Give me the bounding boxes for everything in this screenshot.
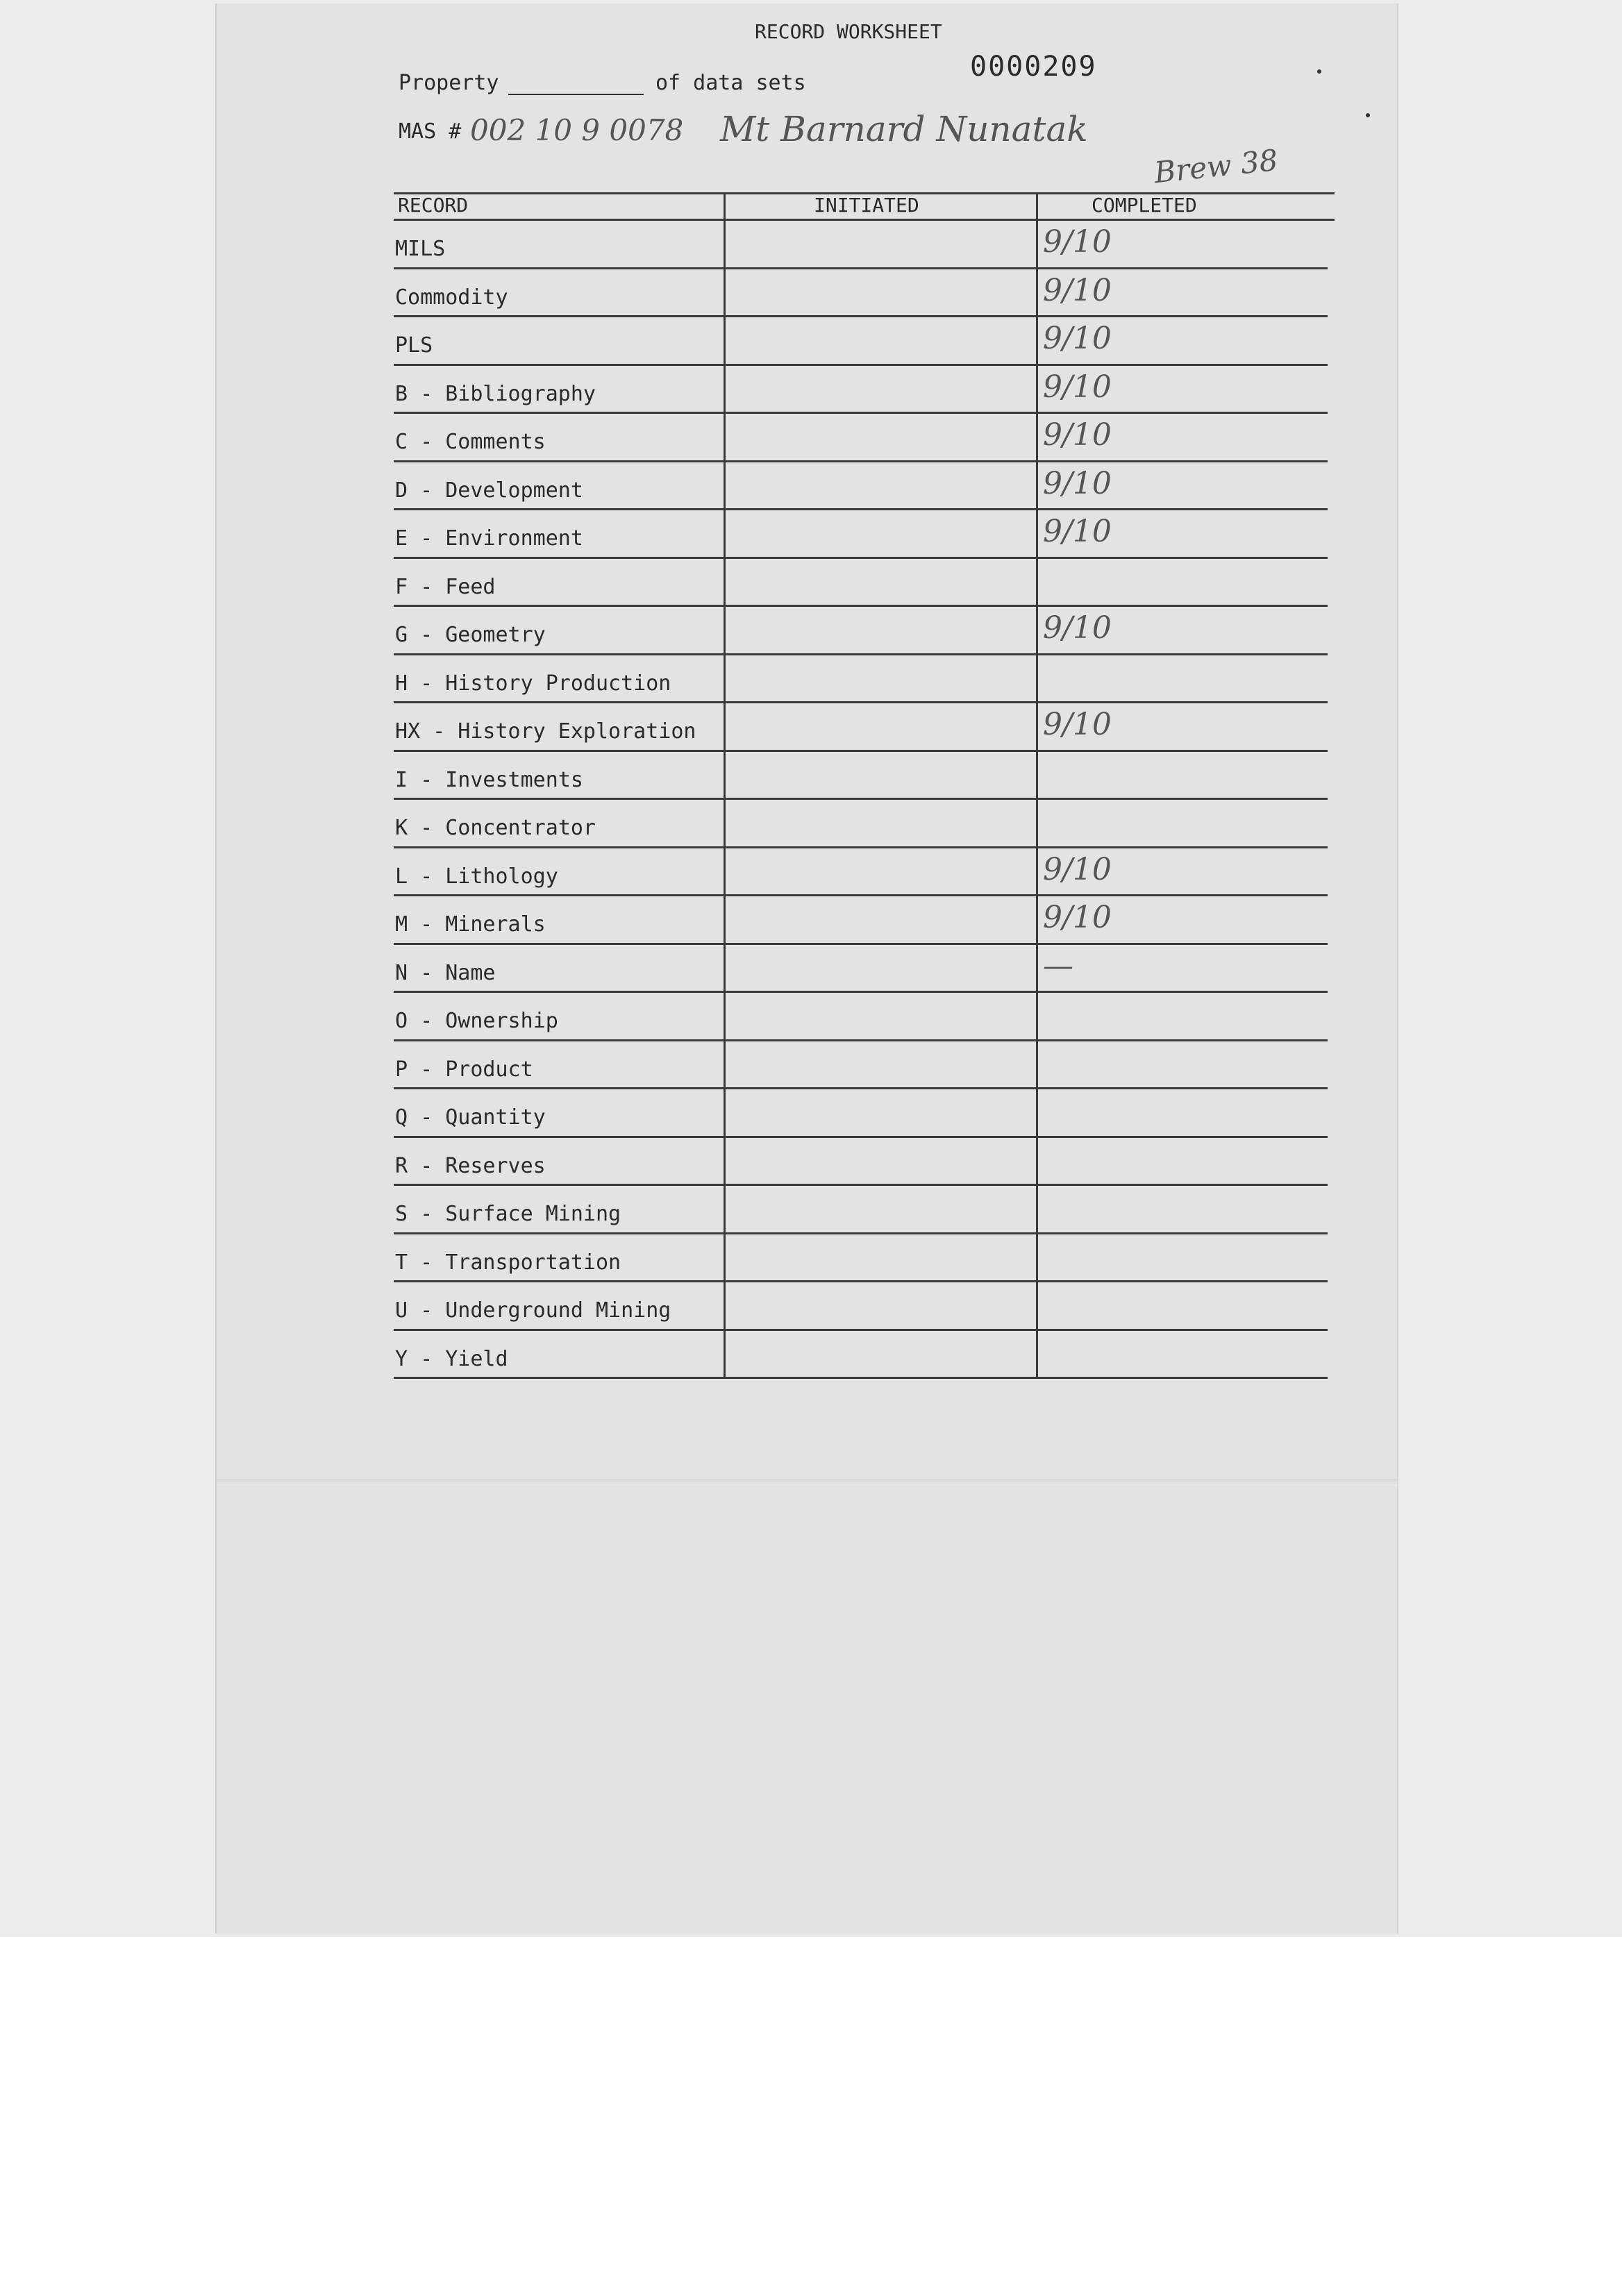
paper-fold xyxy=(217,1479,1397,1486)
of-data-sets-label: of data sets xyxy=(655,71,806,95)
row-rule xyxy=(394,750,1328,752)
column-header-record: RECORD xyxy=(398,194,469,217)
record-label: E - Environment xyxy=(395,526,583,551)
record-label: M - Minerals xyxy=(395,912,546,937)
completed-cell: 9/10 xyxy=(1043,610,1112,646)
record-label: N - Name xyxy=(395,960,496,985)
row-rule xyxy=(394,846,1328,848)
form-title: RECORD WORKSHEET xyxy=(755,20,942,43)
completed-cell: 9/10 xyxy=(1043,465,1112,501)
record-label: Commodity xyxy=(395,285,508,310)
completed-cell: 9/10 xyxy=(1043,514,1112,549)
completed-cell: 9/10 xyxy=(1043,900,1112,935)
completed-cell: 9/10 xyxy=(1043,224,1112,260)
speck xyxy=(1317,69,1321,74)
property-label: Property xyxy=(399,71,499,95)
row-rule xyxy=(394,557,1328,559)
row-rule xyxy=(394,1039,1328,1041)
record-label: P - Product xyxy=(395,1057,533,1082)
mas-number: 002 10 9 0078 xyxy=(470,113,684,147)
record-label: HX - History Exploration xyxy=(395,719,696,744)
completed-cell: 9/10 xyxy=(1043,707,1112,742)
row-rule xyxy=(394,894,1328,896)
completed-cell: 9/10 xyxy=(1043,321,1112,356)
mas-label: MAS # xyxy=(399,119,462,144)
property-blank xyxy=(508,94,644,95)
completed-cell: 9/10 xyxy=(1043,851,1112,887)
record-label: Q - Quantity xyxy=(395,1105,546,1130)
record-label: D - Development xyxy=(395,478,583,503)
column-divider xyxy=(1036,192,1038,1377)
record-label: U - Underground Mining xyxy=(395,1298,671,1323)
row-rule xyxy=(394,991,1328,993)
row-rule xyxy=(394,1377,1328,1379)
record-label: T - Transportation xyxy=(395,1250,621,1275)
row-rule xyxy=(394,267,1328,269)
row-rule xyxy=(394,315,1328,317)
row-rule xyxy=(394,701,1328,703)
row-rule xyxy=(394,1329,1328,1331)
column-header-initiated: INITIATED xyxy=(814,194,919,217)
completed-cell: 9/10 xyxy=(1043,272,1112,308)
record-label: MILS xyxy=(395,237,446,261)
row-rule xyxy=(394,412,1328,414)
reference-note: Brew 38 xyxy=(1152,142,1280,190)
completed-cell: — xyxy=(1043,948,1073,984)
worksheet-sheet xyxy=(215,3,1398,1934)
record-label: S - Surface Mining xyxy=(395,1202,621,1226)
header-bottom-line xyxy=(394,219,1335,221)
record-label: B - Bibliography xyxy=(395,381,596,406)
property-name: Mt Barnard Nunatak xyxy=(720,109,1088,149)
row-rule xyxy=(394,364,1328,366)
column-header-completed: COMPLETED xyxy=(1092,194,1197,217)
row-rule xyxy=(394,1136,1328,1138)
row-rule xyxy=(394,605,1328,607)
row-rule xyxy=(394,460,1328,462)
column-divider xyxy=(724,192,726,1377)
record-label: K - Concentrator xyxy=(395,816,596,840)
record-label: F - Feed xyxy=(395,574,496,599)
record-label: O - Ownership xyxy=(395,1009,558,1033)
record-label: I - Investments xyxy=(395,767,583,792)
row-rule xyxy=(394,653,1328,655)
document-number: 0000209 xyxy=(970,51,1097,83)
record-label: R - Reserves xyxy=(395,1153,546,1178)
record-label: H - History Production xyxy=(395,671,671,696)
record-label: L - Lithology xyxy=(395,864,558,889)
completed-cell: 9/10 xyxy=(1043,369,1112,405)
page-margin xyxy=(0,1937,1622,2296)
row-rule xyxy=(394,1184,1328,1186)
completed-cell: 9/10 xyxy=(1043,417,1112,453)
record-label: C - Comments xyxy=(395,430,546,454)
row-rule xyxy=(394,1232,1328,1234)
speck xyxy=(1366,113,1370,117)
row-rule xyxy=(394,508,1328,510)
record-label: G - Geometry xyxy=(395,623,546,647)
record-label: Y - Yield xyxy=(395,1346,508,1371)
row-rule xyxy=(394,1087,1328,1089)
row-rule xyxy=(394,1280,1328,1282)
record-label: PLS xyxy=(395,333,433,358)
row-rule xyxy=(394,798,1328,800)
row-rule xyxy=(394,943,1328,945)
